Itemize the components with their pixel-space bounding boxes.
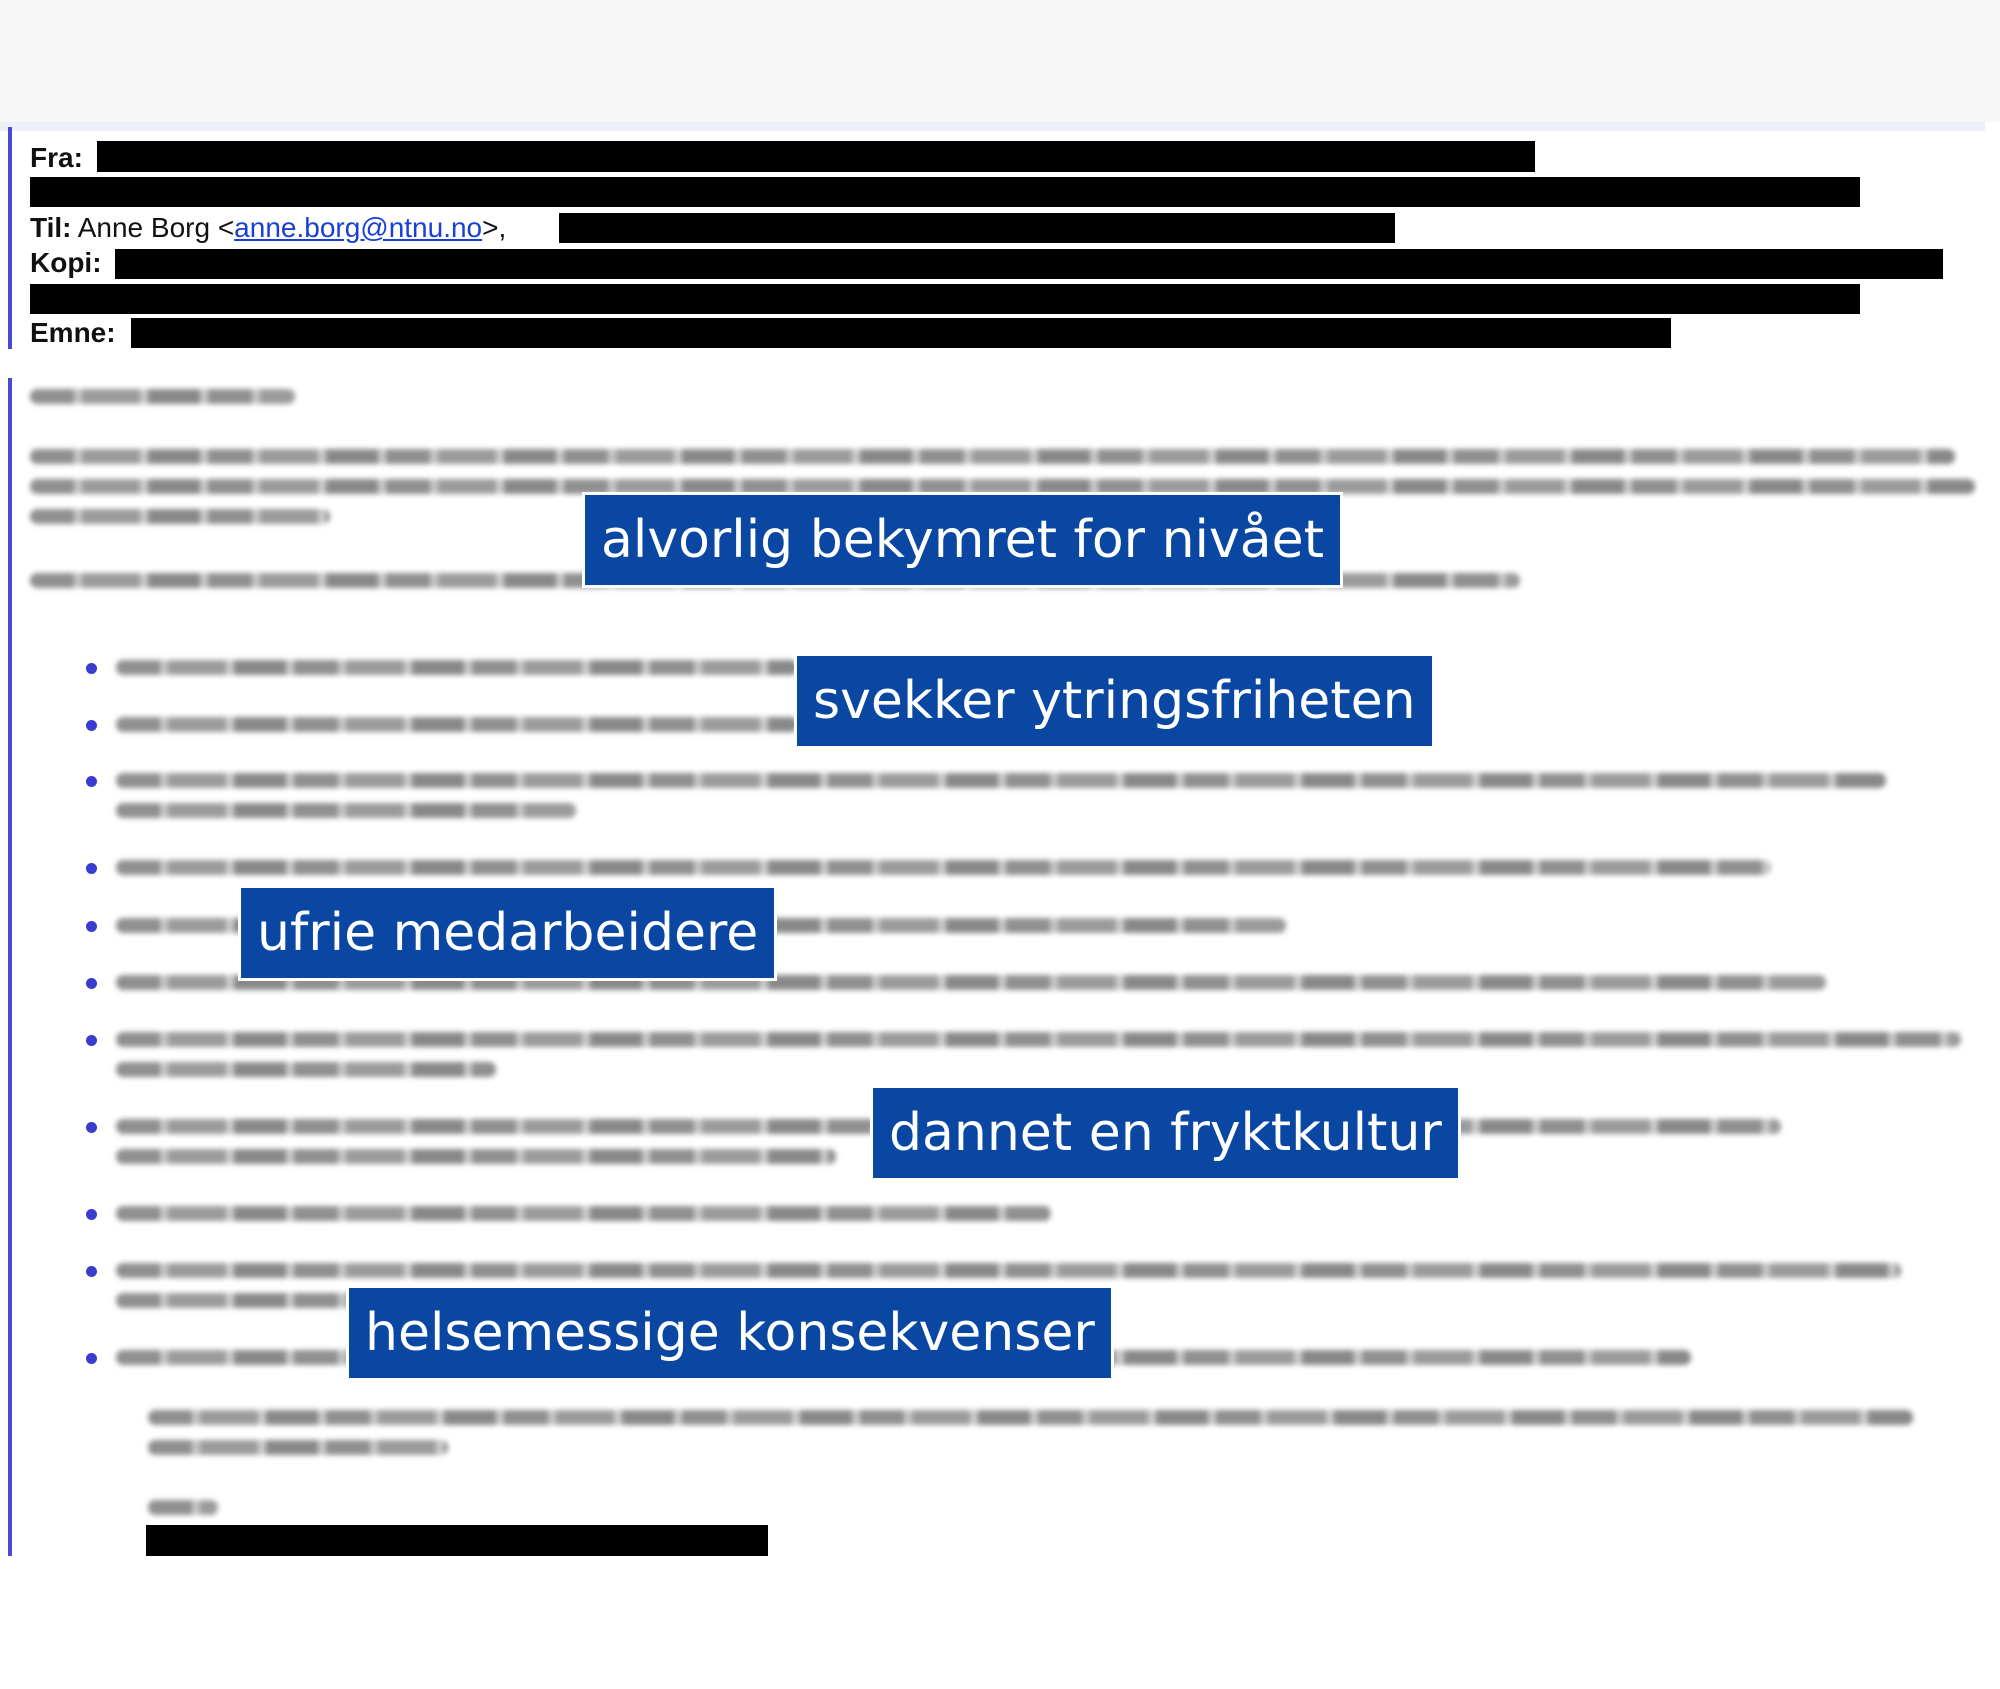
subject-label: Emne: (30, 317, 116, 348)
blurred-list-item (116, 860, 1771, 875)
callout-highlight: alvorlig bekymret for nivået (585, 495, 1340, 585)
bullet (86, 978, 97, 989)
bullet (86, 921, 97, 932)
redaction-from-2 (30, 177, 1860, 207)
blurred-closing-line (148, 1410, 1913, 1425)
redaction-cc (115, 249, 1943, 279)
blurred-list-item (116, 1032, 1961, 1047)
bullet (86, 663, 97, 674)
from-label: Fra: (30, 142, 83, 173)
to-row (30, 211, 506, 245)
to-recipient-prefix: Anne Borg < (71, 212, 235, 243)
callout-highlight: ufrie medarbeidere (241, 888, 774, 978)
blurred-list-item (116, 803, 576, 818)
redaction-to (559, 213, 1395, 243)
blurred-paragraph-line (30, 479, 1975, 494)
callout-highlight: dannet en fryktkultur (873, 1088, 1458, 1178)
blurred-closing-line (148, 1440, 448, 1455)
blurred-greeting (30, 389, 295, 404)
bullet (86, 1035, 97, 1046)
bullet (86, 720, 97, 731)
bullet (86, 1209, 97, 1220)
redaction-from (97, 141, 1535, 172)
blurred-list-item (116, 1263, 1901, 1278)
blurred-signoff (148, 1500, 218, 1515)
callout-highlight: svekker ytringsfriheten (797, 656, 1432, 746)
blurred-paragraph-line (30, 509, 330, 524)
blurred-list-item (116, 1293, 356, 1308)
bullet (86, 776, 97, 787)
redaction-subject (131, 318, 1671, 348)
blurred-paragraph-line (30, 449, 1955, 464)
bullet (86, 1266, 97, 1277)
redaction-cc-2 (30, 284, 1860, 314)
to-recipient-suffix: >, (482, 212, 507, 243)
top-band (0, 0, 2000, 122)
redaction-signature (146, 1525, 768, 1556)
bullet (86, 1353, 97, 1364)
blurred-list-item (116, 773, 1886, 788)
top-band-divider (0, 122, 1985, 131)
cc-label: Kopi: (30, 247, 102, 278)
bullet (86, 1122, 97, 1133)
callout-highlight: helsemessige konsekvenser (349, 1288, 1111, 1378)
subject-row (30, 316, 116, 350)
bullet (86, 863, 97, 874)
to-label: Til: (30, 212, 72, 243)
blurred-list-item (116, 660, 798, 675)
from-row (30, 141, 83, 175)
blurred-list-item (116, 1149, 836, 1164)
quote-bar-body (8, 378, 12, 1556)
blurred-list-item (116, 1206, 1051, 1221)
blurred-list-item (116, 1062, 496, 1077)
quote-bar-header (8, 127, 12, 349)
to-email-link[interactable]: anne.borg@ntnu.no (234, 212, 483, 243)
blurred-list-item (116, 717, 798, 732)
cc-row (30, 246, 102, 280)
